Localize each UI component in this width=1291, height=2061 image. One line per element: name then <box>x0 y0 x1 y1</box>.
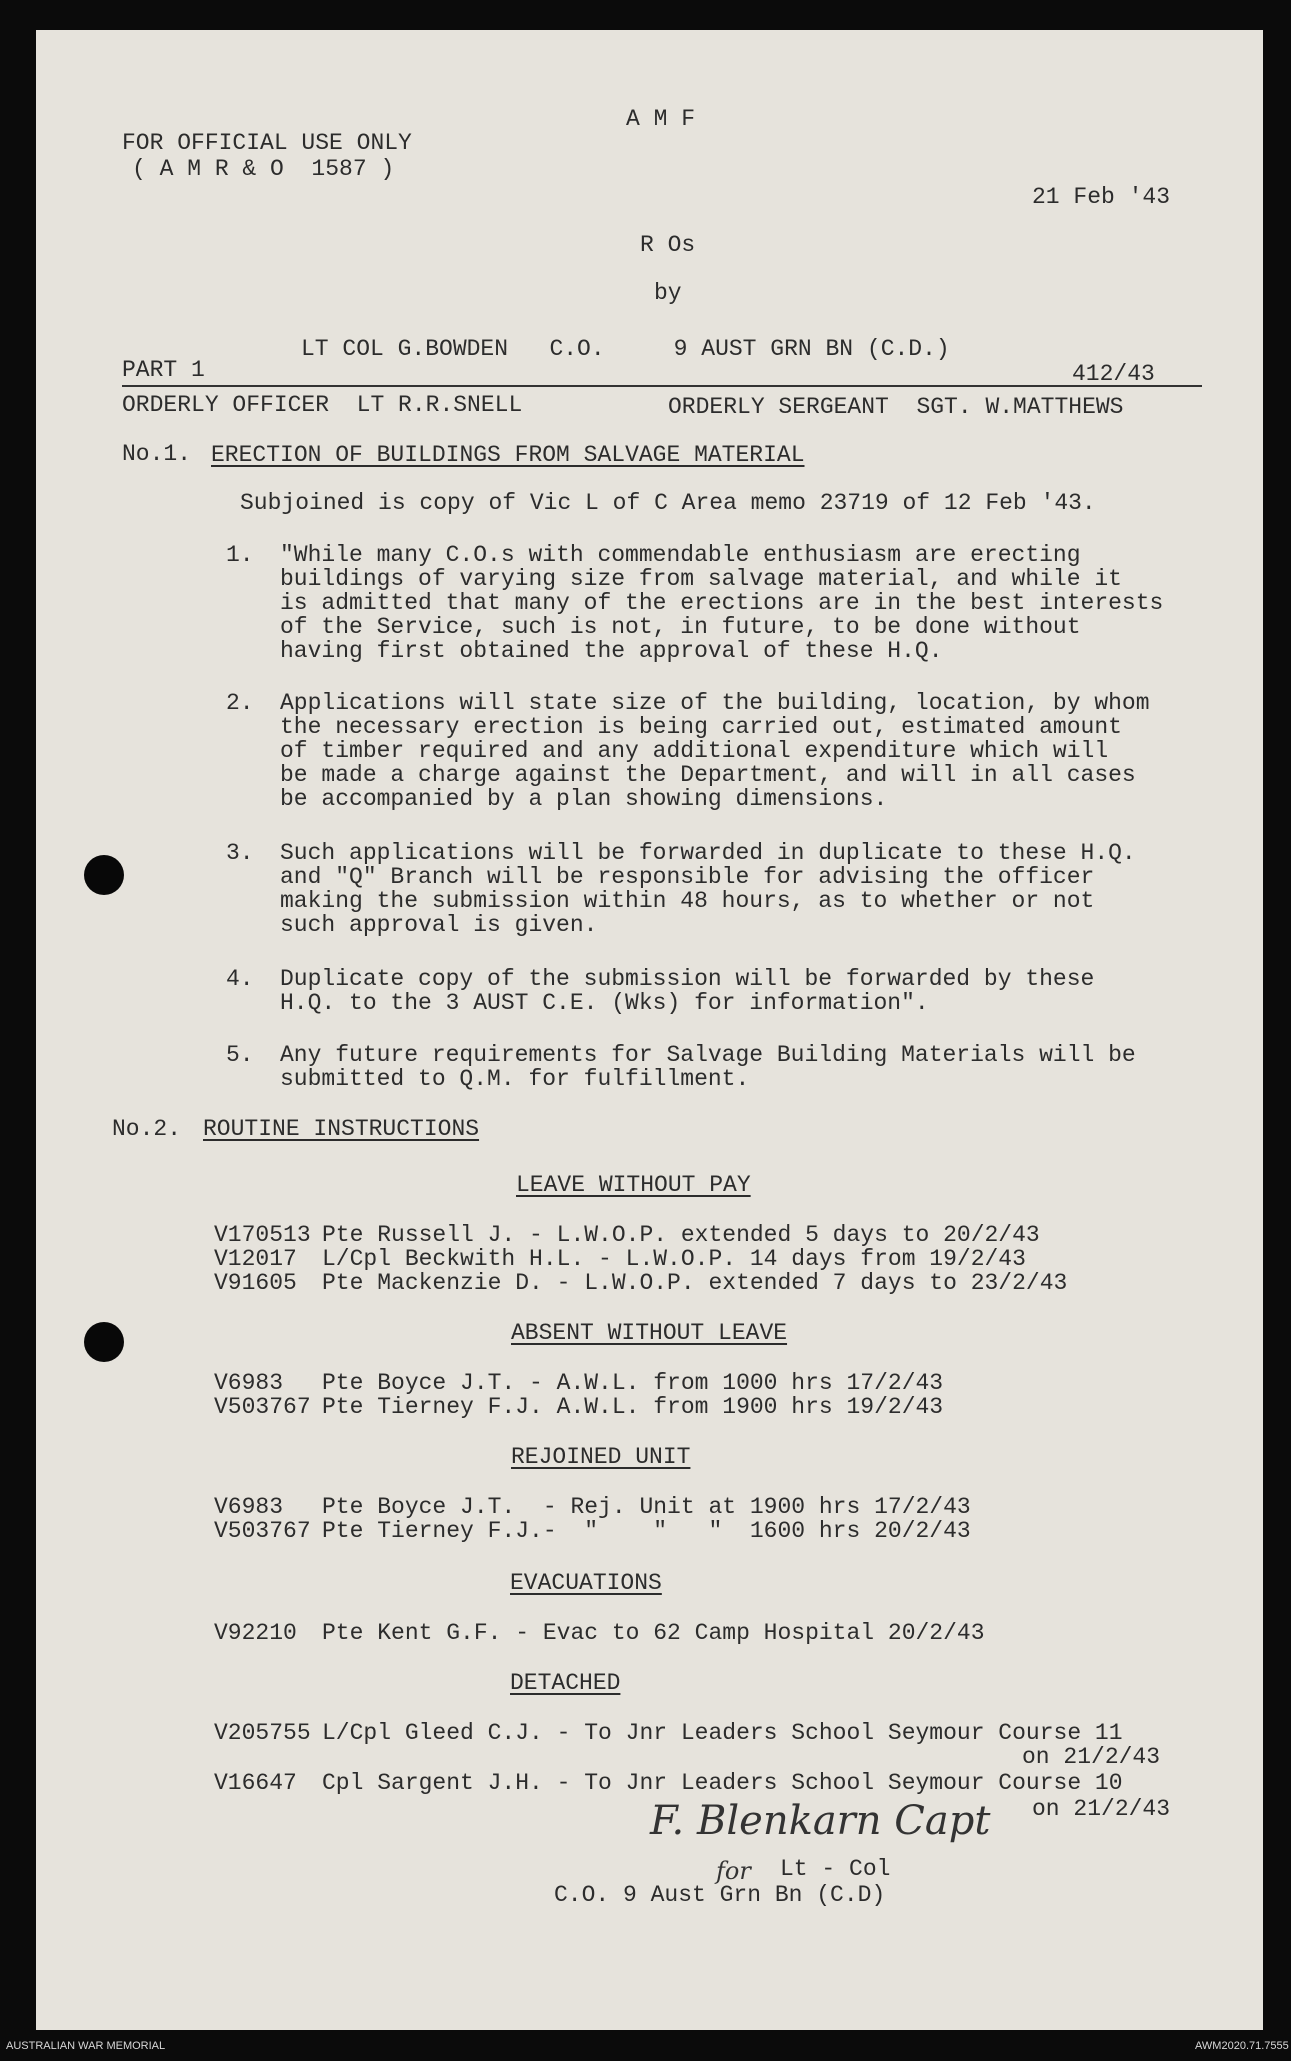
date: 21 Feb '43 <box>1032 184 1171 210</box>
awl-heading: ABSENT WITHOUT LEAVE <box>511 1320 788 1346</box>
entry-text: Pte Tierney F.J.- " " " 1600 hrs 20/2/43 <box>322 1518 971 1544</box>
entry-continuation: on 21/2/43 <box>1022 1744 1161 1770</box>
orderly-sergeant: ORDERLY SERGEANT SGT. W.MATTHEWS <box>668 394 1124 420</box>
header-rule <box>122 385 1202 387</box>
by-line: by <box>654 280 682 306</box>
para-line: of timber required and any additional expenditure which will <box>280 738 1109 764</box>
entry-text: Pte Boyce J.T. - Rej. Unit at 1900 hrs 17/2/43 <box>322 1494 971 1520</box>
rejoined-heading: REJOINED UNIT <box>511 1444 691 1470</box>
entry-number: V16647 <box>214 1770 297 1796</box>
entry-number: V6983 <box>214 1494 284 1520</box>
section2-number: No.2. <box>112 1116 182 1142</box>
signature-rank: Lt - Col <box>780 1856 891 1882</box>
entry-text: Pte Russell J. - L.W.O.P. extended 5 days to 20/2/43 <box>322 1222 1040 1248</box>
org-heading: A M F <box>626 106 696 132</box>
issuer: LT COL G.BOWDEN C.O. 9 AUST GRN BN (C.D.) <box>301 336 950 362</box>
entry-text: Pte Tierney F.J. A.W.L. from 1900 hrs 19/2/43 <box>322 1394 944 1420</box>
handwritten-signature: F. Blenkarn Capt <box>650 1798 991 1844</box>
entry-continuation: on 21/2/43 <box>1032 1796 1171 1822</box>
para-number: 2. <box>226 690 254 716</box>
para-line: making the submission within 48 hours, as to whether or not <box>280 888 1095 914</box>
para-line: Duplicate copy of the submission will be forwarded by these <box>280 966 1095 992</box>
para-line: of the Service, such is not, in future, to be done without <box>280 614 1081 640</box>
section1-number: No.1. <box>122 441 192 467</box>
entry-text: Cpl Sargent J.H. - To Jnr Leaders School Seymour Course 10 <box>322 1770 1123 1796</box>
archive-accession: AWM2020.71.7555 <box>1195 2040 1289 2052</box>
section1-title: ERECTION OF BUILDINGS FROM SALVAGE MATERIAL <box>211 442 805 468</box>
para-line: and "Q" Branch will be responsible for advising the officer <box>280 864 1095 890</box>
leave-heading: LEAVE WITHOUT PAY <box>516 1172 751 1198</box>
para-line: the necessary erection is being carried out, estimated amount <box>280 714 1122 740</box>
para-line: having first obtained the approval of these H.Q. <box>280 638 943 664</box>
reference: ( A M R & O 1587 ) <box>132 156 395 182</box>
entry-text: Pte Mackenzie D. - L.W.O.P. extended 7 days to 23/2/43 <box>322 1270 1068 1296</box>
section1-intro: Subjoined is copy of Vic L of C Area memo 23719 of 12 Feb '43. <box>240 490 1096 516</box>
part-number: PART 1 <box>122 357 205 383</box>
archive-credit: AUSTRALIAN WAR MEMORIAL <box>6 2040 166 2052</box>
punch-hole-top <box>84 855 124 895</box>
punch-hole-bottom <box>84 1322 124 1362</box>
entry-text: Pte Kent G.F. - Evac to 62 Camp Hospital 20/2/43 <box>322 1620 985 1646</box>
para-line: submitted to Q.M. for fulfillment. <box>280 1066 750 1092</box>
para-line: H.Q. to the 3 AUST C.E. (Wks) for information". <box>280 990 929 1016</box>
para-number: 5. <box>226 1042 254 1068</box>
detached-heading: DETACHED <box>510 1670 621 1696</box>
entry-number: V6983 <box>214 1370 284 1396</box>
para-line: Applications will state size of the building, location, by whom <box>280 690 1150 716</box>
doc-type: R Os <box>640 232 696 258</box>
orders-number: 412/43 <box>1072 361 1155 387</box>
entry-text: L/Cpl Beckwith H.L. - L.W.O.P. 14 days from 19/2/43 <box>322 1246 1026 1272</box>
para-line: buildings of varying size from salvage material, and while it <box>280 566 1122 592</box>
entry-text: Pte Boyce J.T. - A.W.L. from 1000 hrs 17/2/43 <box>322 1370 944 1396</box>
para-line: be made a charge against the Department, and will in all cases <box>280 762 1136 788</box>
section2-title: ROUTINE INSTRUCTIONS <box>203 1116 480 1142</box>
entry-number: V205755 <box>214 1720 311 1746</box>
document-page <box>36 30 1263 2030</box>
entry-number: V12017 <box>214 1246 297 1272</box>
para-number: 3. <box>226 840 254 866</box>
signature-unit: C.O. 9 Aust Grn Bn (C.D) <box>554 1882 886 1908</box>
signature-for: for <box>716 1857 751 1885</box>
evacuations-heading: EVACUATIONS <box>510 1570 662 1596</box>
entry-number: V91605 <box>214 1270 297 1296</box>
entry-number: V170513 <box>214 1222 311 1248</box>
entry-number: V503767 <box>214 1394 311 1420</box>
classification: FOR OFFICIAL USE ONLY <box>122 130 412 156</box>
para-line: such approval is given. <box>280 912 598 938</box>
orderly-officer: ORDERLY OFFICER LT R.R.SNELL <box>122 392 523 418</box>
para-number: 4. <box>226 966 254 992</box>
entry-number: V503767 <box>214 1518 311 1544</box>
entry-number: V92210 <box>214 1620 297 1646</box>
para-line: Such applications will be forwarded in duplicate to these H.Q. <box>280 840 1136 866</box>
entry-text: L/Cpl Gleed C.J. - To Jnr Leaders School Seymour Course 11 <box>322 1720 1123 1746</box>
para-line: Any future requirements for Salvage Building Materials will be <box>280 1042 1136 1068</box>
para-line: is admitted that many of the erections are in the best interests <box>280 590 1164 616</box>
para-number: 1. <box>226 542 254 568</box>
para-line: "While many C.O.s with commendable enthusiasm are erecting <box>280 542 1081 568</box>
para-line: be accompanied by a plan showing dimensions. <box>280 786 888 812</box>
